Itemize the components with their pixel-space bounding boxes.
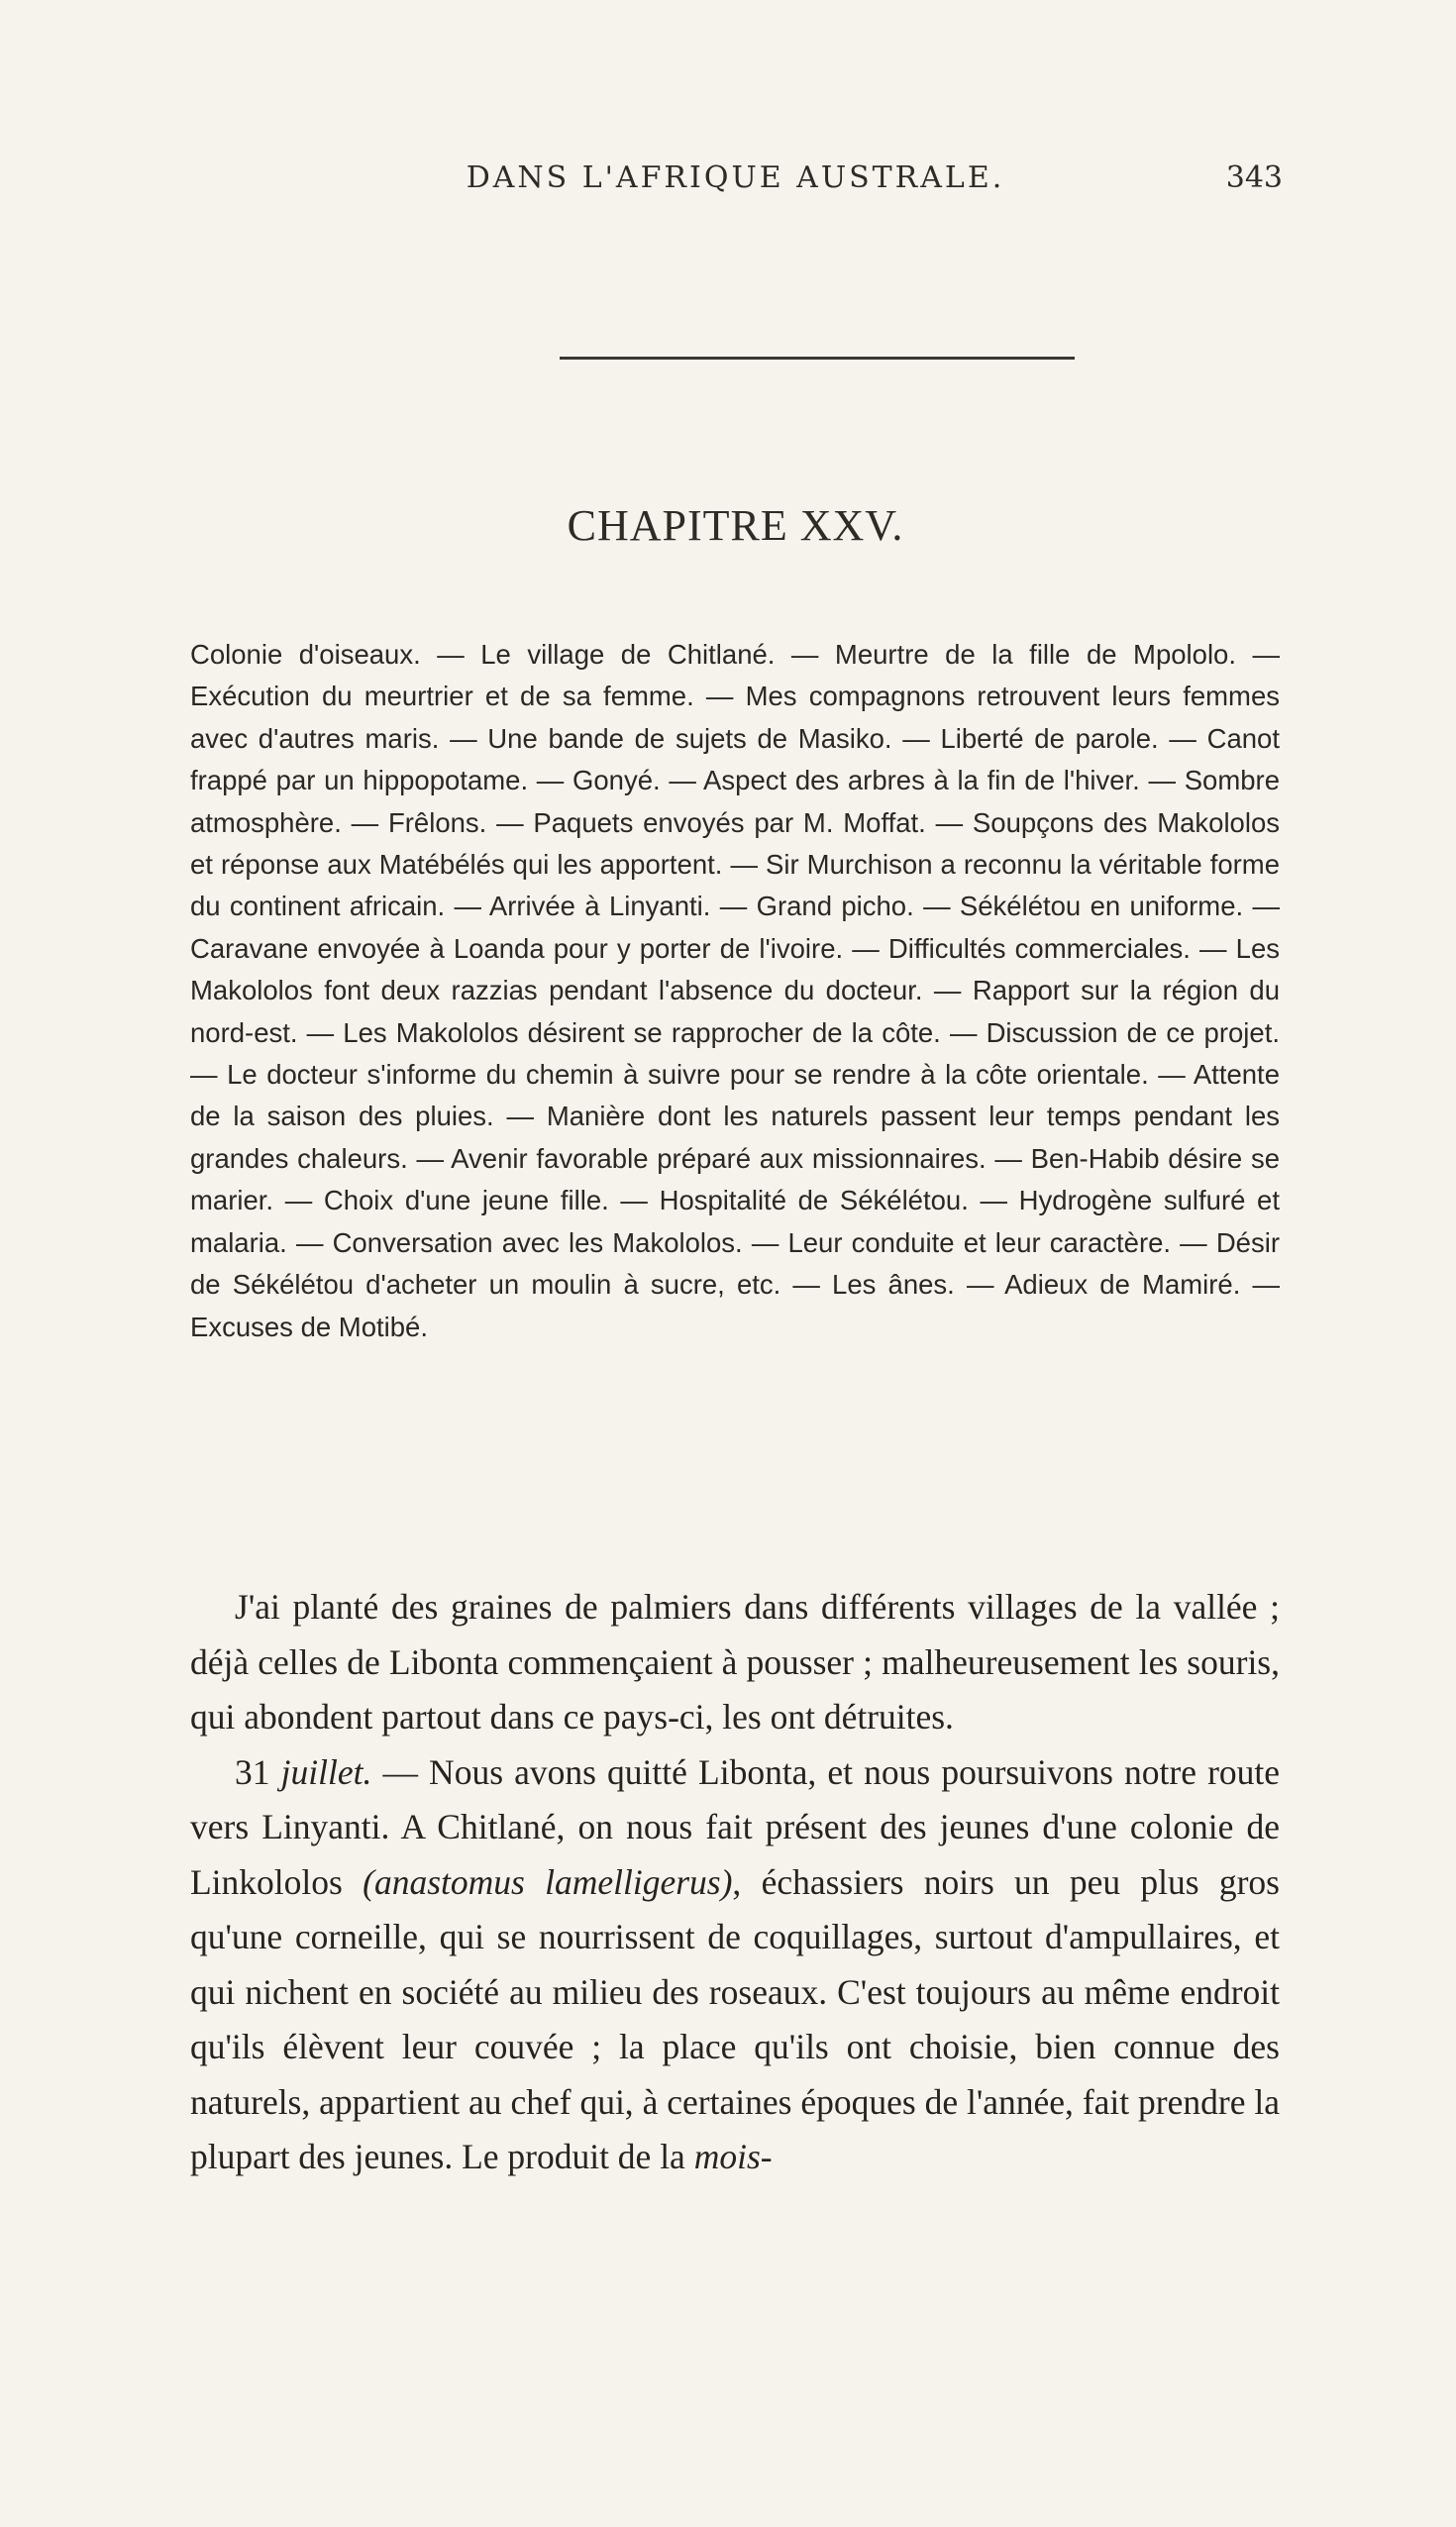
chapter-separator-rule (560, 357, 1075, 360)
running-header (188, 160, 1283, 200)
date-day: 31 (235, 1751, 270, 1792)
body-paragraph-1 (190, 1580, 1280, 1745)
paragraph-2-tail: mois- (693, 2137, 773, 2176)
body-paragraph-2 (190, 1745, 1280, 2185)
running-title: DANS L'AFRIQUE AUSTRALE. (466, 160, 1005, 195)
chapter-summary: Colonie d'oiseaux. — Le village de Chitlané. — Meurtre de la fille de Mpololo. — Exécution du meurtrier et de sa femme. — Mes compagnons retrouvent leurs femmes avec d'autres maris. — Une bande de sujets de Masiko. — Liberté de parole. — Canot frappé par un hippopotame. — Gonyé. — Aspect des arbres à la fin de l'hiver. — Sombre atmosphère. — Frêlons. — Paquets envoyés par M. Moffat. — Soupçons des Makololos et réponse aux Matébélés qui les apportent. — Sir Murchison a reconnu la véritable forme du continent africain. — Arrivée à Linyanti. — Grand picho. — Sékélétou en uniforme. — Caravane envoyée à Loanda pour y porter de l'ivoire. — Difficultés commerciales. — Les Makololos font deux razzias pendant l'absence du docteur. — Rapport sur la région du nord-est. — Les Makololos désirent se rapprocher de la côte. — Discussion de ce projet. — Le docteur s'informe du chemin à suivre pour se rendre à la côte orientale. — Attente de la saison des pluies. — Manière dont les naturels passent leur temps pendant les grandes chaleurs. — Avenir favorable préparé aux missionnaires. — Ben-Habib désire se marier. — Choix d'une jeune fille. — Hospitalité de Sékélétou. — Hydrogène sulfuré et malaria. — Conversation avec les Makololos. — Leur conduite et leur caractère. — Désir de Sékélétou d'acheter un moulin à sucre, etc. — Les ânes. — Adieux de Mamiré. — Excuses de Motibé. (190, 639, 1280, 1342)
paragraph-1-text: J'ai planté des graines de palmiers dans différents villages de la vallée ; déjà celles de Libonta commençaient à pousser ; malheureusement les souris, qui abondent partout dans ce pays-ci, les ont détruites. (190, 1587, 1280, 1737)
chapter-title: CHAPITRE XXV. (567, 501, 904, 550)
paragraph-2-text-b: , échassiers noirs un peu plus gros qu'une corneille, qui se nourrissent de coquillages, surtout d'ampullaires, et qui nichent en société au milieu des roseaux. C'est toujours au même endroit qu'ils élèvent leur couvée ; la place qu'ils ont choisie, bien connue des naturels, appartient au chef qui, à certaines époques de l'année, fait prendre la plupart des jeunes. Le produit de la (190, 1861, 1280, 2176)
page-number: 343 (1225, 160, 1283, 195)
date-month: juillet. (280, 1751, 372, 1792)
paragraph-2-text-a: — Nous avons quitté Libonta, et nous poursuivons notre route vers Linyanti. A Chitlané, on nous fait présent des jeunes d'une colonie de Linkololos (190, 1751, 1281, 1902)
body-text (190, 1580, 1280, 2185)
species-name: (anastomus lamelligerus) (363, 1861, 733, 1902)
